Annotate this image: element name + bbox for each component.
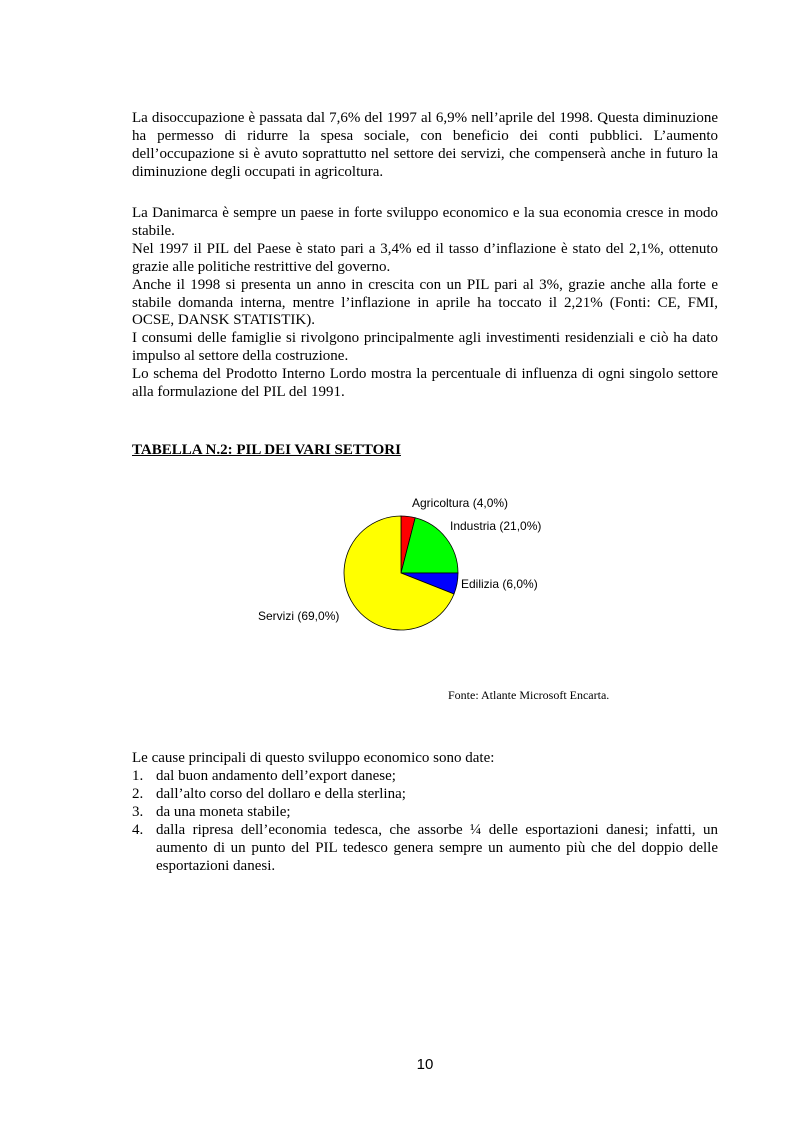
page-number: 10	[416, 1056, 434, 1073]
paragraph-line: La disoccupazione è passata dal 7,6% del 1997 al 6,9% nell’aprile del 1998. Questa diminuzione ha permesso di ridurre la spesa sociale, con beneficio dei conti pubblici. L’aumento dell’occupazione si è avuto soprattutto nel settore dei servizi, che compenserà anche in futuro la diminuzione degli occupati in agricoltura.	[132, 110, 718, 180]
list-item	[132, 768, 718, 786]
chart-source: Fonte: Atlante Microsoft Encarta.	[448, 688, 610, 702]
paragraph-line: Anche il 1998 si presenta un anno in crescita con un PIL pari al 3%, grazie anche alla forte e stabile domanda interna, mentre l’inflazione in aprile ha toccato il 2,21% (Fonti: CE, FMI, OCSE, DANSK STATISTIK).	[132, 276, 718, 329]
list-item	[132, 786, 718, 804]
list-item	[132, 804, 718, 822]
list-intro: Le cause principali di questo sviluppo economico sono date:	[132, 750, 495, 766]
paragraph-line: I consumi delle famiglie si rivolgono principalmente agli investimenti residenziali e ciò ha dato impulso al settore della costruzione.	[132, 330, 718, 365]
pie-slices	[344, 516, 458, 630]
list-text: da una moneta stabile;	[156, 803, 291, 820]
causes-list	[132, 768, 718, 875]
list-number: 3.	[132, 803, 144, 820]
list-number: 2.	[132, 785, 144, 802]
list-item	[132, 822, 718, 876]
paragraph-line: Lo schema del Prodotto Interno Lordo mostra la percentuale di influenza di ogni singolo settore alla formulazione del PIL del 1991.	[132, 366, 718, 401]
list-text: dalla ripresa dell’economia tedesca, che assorbe ¼ delle esportazioni danesi; infatti, un aumento di un punto del PIL tedesco genera sempre un aumento più che del doppio delle esportazioni danesi.	[156, 821, 718, 874]
paragraph-economy	[132, 205, 718, 402]
list-number: 4.	[132, 821, 144, 838]
slice-label-servizi: Servizi (69,0%)	[258, 609, 340, 623]
paragraph-line: La Danimarca è sempre un paese in forte sviluppo economico e la sua economia cresce in modo stabile.	[132, 205, 718, 239]
list-number: 1.	[132, 768, 144, 784]
paragraph-line: Nel 1997 il PIL del Paese è stato pari a 3,4% ed il tasso d’inflazione è stato del 2,1%, ottenuto grazie alle politiche restrittive del governo.	[132, 240, 718, 275]
slice-label-agricoltura: Agricoltura (4,0%)	[412, 496, 509, 510]
list-text: dall’alto corso del dollaro e della sterlina;	[156, 785, 406, 802]
table-heading: TABELLA N.2: PIL DEI VARI SETTORI	[132, 442, 401, 458]
slice-label-industria: Industria (21,0%)	[450, 519, 542, 533]
slice-label-edilizia: Edilizia (6,0%)	[461, 577, 538, 591]
pie-chart	[240, 488, 580, 638]
paragraph-unemployment	[132, 110, 718, 182]
list-text: dal buon andamento dell’export danese;	[156, 768, 396, 784]
